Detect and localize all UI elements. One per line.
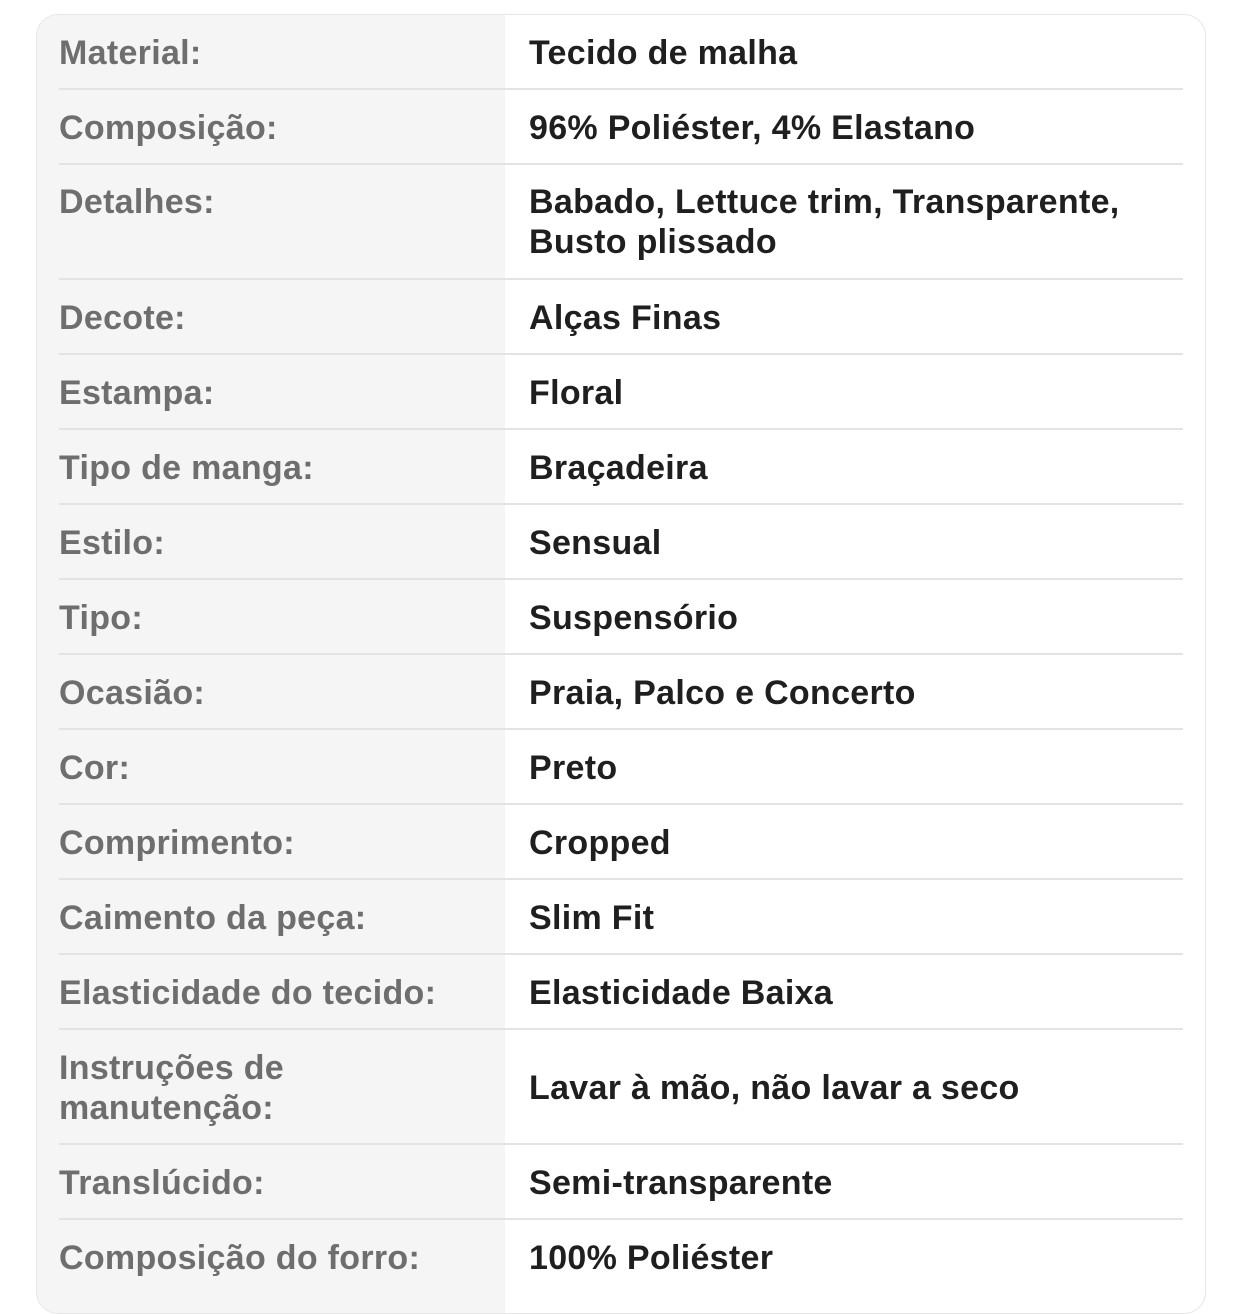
spec-label: Composição do forro: xyxy=(59,1238,421,1277)
spec-value: Braçadeira xyxy=(529,448,708,487)
spec-label: Ocasião: xyxy=(59,673,206,712)
spec-value: 96% Poliéster, 4% Elastano xyxy=(529,108,976,147)
spec-row-material xyxy=(37,15,1205,90)
spec-label: Translúcido: xyxy=(59,1163,265,1202)
spec-label: Tipo de manga: xyxy=(59,448,314,487)
spec-value: 100% Poliéster xyxy=(529,1238,774,1277)
spec-row-estampa xyxy=(37,355,1205,430)
spec-label: Estilo: xyxy=(59,523,165,562)
spec-value: Tecido de malha xyxy=(529,33,798,72)
spec-row-detalhes xyxy=(37,165,1205,280)
spec-value: Semi-transparente xyxy=(529,1163,833,1202)
spec-label: Decote: xyxy=(59,298,186,337)
spec-value: Slim Fit xyxy=(529,898,655,937)
spec-row-tipo-de-manga xyxy=(37,430,1205,505)
spec-value: Alças Finas xyxy=(529,298,722,337)
spec-label: Cor: xyxy=(59,748,131,787)
spec-value: Praia, Palco e Concerto xyxy=(529,673,916,712)
spec-value: Elasticidade Baixa xyxy=(529,973,833,1012)
spec-label: Estampa: xyxy=(59,373,215,412)
spec-value: Sensual xyxy=(529,523,662,562)
spec-row-composicao xyxy=(37,90,1205,165)
spec-label: Instruções de manutenção: xyxy=(59,1048,284,1127)
spec-row-composicao-forro xyxy=(37,1220,1205,1295)
spec-value: Lavar à mão, não lavar a seco xyxy=(529,1068,1020,1107)
spec-value: Preto xyxy=(529,748,618,787)
specs-table xyxy=(37,15,1205,1295)
spec-label: Caimento da peça: xyxy=(59,898,367,937)
spec-row-elasticidade xyxy=(37,955,1205,1030)
spec-row-cor xyxy=(37,730,1205,805)
spec-row-tipo xyxy=(37,580,1205,655)
product-specs-card xyxy=(36,14,1206,1314)
spec-label: Comprimento: xyxy=(59,823,295,862)
spec-row-comprimento xyxy=(37,805,1205,880)
spec-row-caimento xyxy=(37,880,1205,955)
spec-label: Detalhes: xyxy=(59,183,215,221)
spec-row-instrucoes xyxy=(37,1030,1205,1145)
spec-label: Material: xyxy=(59,33,202,72)
spec-label: Elasticidade do tecido: xyxy=(59,973,437,1012)
spec-row-decote xyxy=(37,280,1205,355)
spec-value: Floral xyxy=(529,373,624,412)
spec-value: Cropped xyxy=(529,823,671,862)
spec-row-translucido xyxy=(37,1145,1205,1220)
spec-value: Babado, Lettuce trim, Transparente, Busto plissado xyxy=(529,183,1120,261)
spec-value: Suspensório xyxy=(529,598,739,637)
spec-row-ocasiao xyxy=(37,655,1205,730)
spec-label: Composição: xyxy=(59,108,278,147)
spec-label: Tipo: xyxy=(59,598,143,637)
spec-row-estilo xyxy=(37,505,1205,580)
